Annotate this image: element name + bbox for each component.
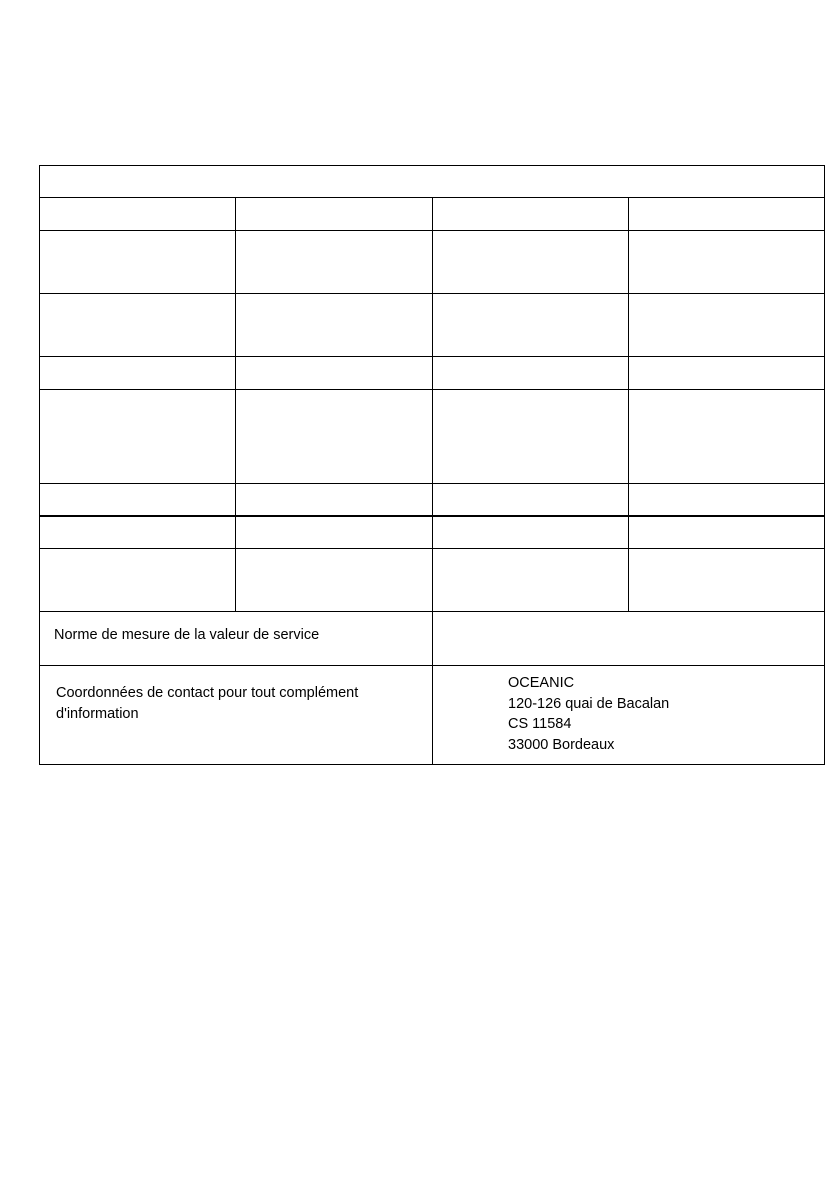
contact-po-box: CS 11584 [508, 716, 572, 732]
table-border-top [39, 165, 825, 166]
contact-company: OCEANIC [508, 675, 575, 691]
contact-street: 120-126 quai de Bacalan [508, 695, 670, 712]
column-divider [235, 197, 236, 611]
column-divider [628, 197, 629, 611]
contact-address [508, 673, 669, 755]
table-border-left [39, 165, 40, 765]
contact-label-line: d'information [56, 705, 139, 722]
measurement-standard-label: Norme de mesure de la valeur de service [54, 627, 320, 643]
contact-label [56, 683, 358, 724]
table-border-right [824, 165, 825, 765]
column-divider [432, 197, 433, 765]
contact-label-line: Coordonnées de contact pour tout complément [56, 685, 359, 701]
contact-city: 33000 Bordeaux [508, 736, 615, 753]
